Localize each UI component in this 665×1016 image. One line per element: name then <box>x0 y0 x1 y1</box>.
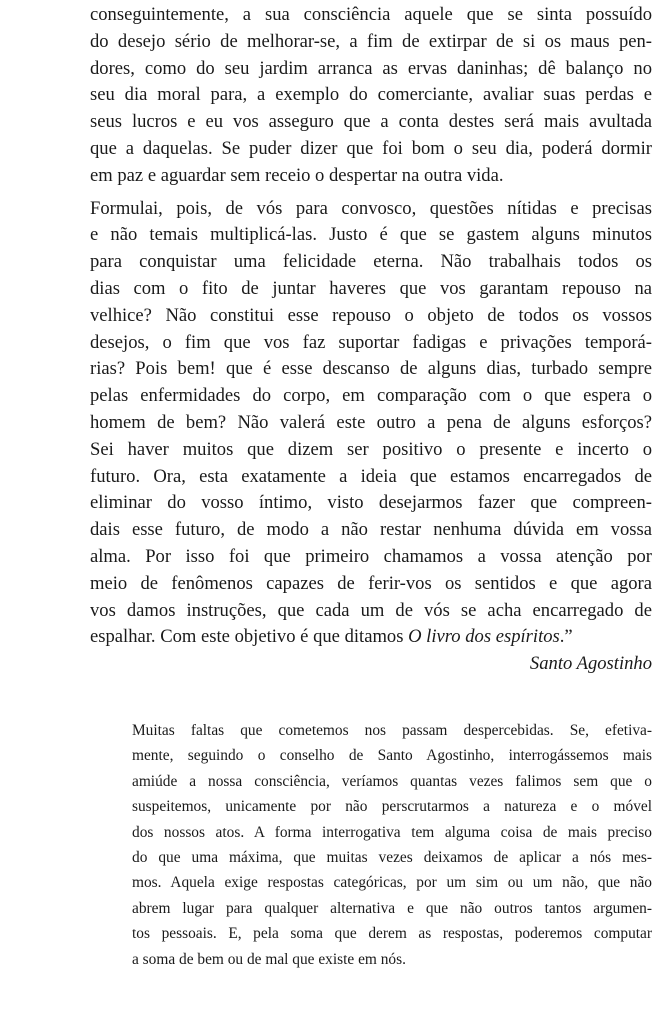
final-text-line <box>90 624 652 651</box>
note-line: mos. Aquela exige respostas categóricas, por um sim ou um não, que não <box>132 874 652 892</box>
text-line: seu dia moral para, a exemplo do comerciante, avaliar suas perdas e <box>90 84 652 106</box>
signature: Santo Agostinho <box>529 653 652 675</box>
text-line: alma. Por isso foi que primeiro chamamos a vossa atenção por <box>90 545 652 567</box>
note-line: mente, seguindo o conselho de Santo Agostinho, interrogássemos mais <box>132 747 652 765</box>
text-line: eliminar do vosso íntimo, visto desejarmos fazer que compreen- <box>90 492 652 514</box>
text-line: futuro. Ora, esta exatamente a ideia que estamos encarregados de <box>90 465 652 487</box>
note-line: dos nossos atos. A forma interrogativa tem alguma coisa de mais preciso <box>132 823 652 841</box>
note-line: abrem lugar para qualquer alternativa e que não outros tantos argumen- <box>132 899 652 917</box>
text-line: homem de bem? Não valerá este outro a pena de alguns esforços? <box>90 411 652 433</box>
commentary-note <box>132 718 652 972</box>
text-line: pelas enfermidades do corpo, em comparação com o que espera o <box>90 385 652 407</box>
text-line: seus lucros e eu vos asseguro que a conta destes será mais avultada <box>90 111 652 133</box>
final-line-start: espalhar. Com este objetivo é que ditamos <box>90 626 409 648</box>
text-line: e não temais multiplicá-las. Justo é que se gastem alguns minutos <box>90 224 652 246</box>
note-line: tos pessoais. E, pela soma que derem as respostas, poderemos computar <box>132 925 652 943</box>
note-line: a soma de bem ou de mal que existe em nós. <box>132 950 406 968</box>
text-line: do desejo sério de melhorar-se, a fim de extirpar de si os maus pen- <box>90 30 652 52</box>
note-line: Muitas faltas que cometemos nos passam despercebidas. Se, efetiva- <box>132 722 652 739</box>
text-line: Sei haver muitos que dizem ser positivo o presente e incerto o <box>90 438 652 460</box>
text-line: Formulai, pois, de vós para convosco, questões nítidas e precisas <box>90 197 652 219</box>
final-line-end: .” <box>559 626 573 648</box>
text-line: que a daquelas. Se puder dizer que foi bom o seu dia, poderá dormir <box>90 137 652 159</box>
text-line: velhice? Não constitui esse repouso o objeto de todos os vossos <box>90 304 652 326</box>
text-line: conseguintemente, a sua consciência aquele que se sinta possuído <box>90 4 652 25</box>
second-paragraph <box>90 196 652 652</box>
book-title: O livro dos espíritos <box>408 626 560 648</box>
text-line: dias com o fito de juntar haveres que vos garantam repouso na <box>90 277 652 299</box>
text-line: meio de fenômenos capazes de ferir-vos os sentidos e que agora <box>90 572 652 594</box>
text-line: desejos, o fim que vos faz suportar fadigas e privações temporá- <box>90 331 652 353</box>
note-line: do que uma máxima, que muitas vezes deixamos de aplicar a nós mes- <box>132 849 652 867</box>
text-line: em paz e aguardar sem receio o despertar na outra vida. <box>90 164 504 186</box>
continuation-paragraph <box>90 2 652 190</box>
text-line: rias? Pois bem! que é esse descanso de alguns dias, turbado sempre <box>90 358 652 380</box>
text-line: dores, como do seu jardim arranca as ervas daninhas; dê balanço no <box>90 57 652 79</box>
note-line: amiúde a nossa consciência, veríamos quantas vezes falimos sem que o <box>132 772 652 790</box>
text-line: vos damos instruções, que cada um de vós se acha encarregado de <box>90 599 652 621</box>
note-line: suspeitemos, unicamente por não perscrutarmos a natureza e o móvel <box>132 798 652 816</box>
text-line: para conquistar uma felicidade eterna. Não trabalhais todos os <box>90 251 652 273</box>
text-line: dais esse futuro, de modo a não restar nenhuma dúvida em vossa <box>90 519 652 541</box>
main-text-block <box>90 2 652 678</box>
